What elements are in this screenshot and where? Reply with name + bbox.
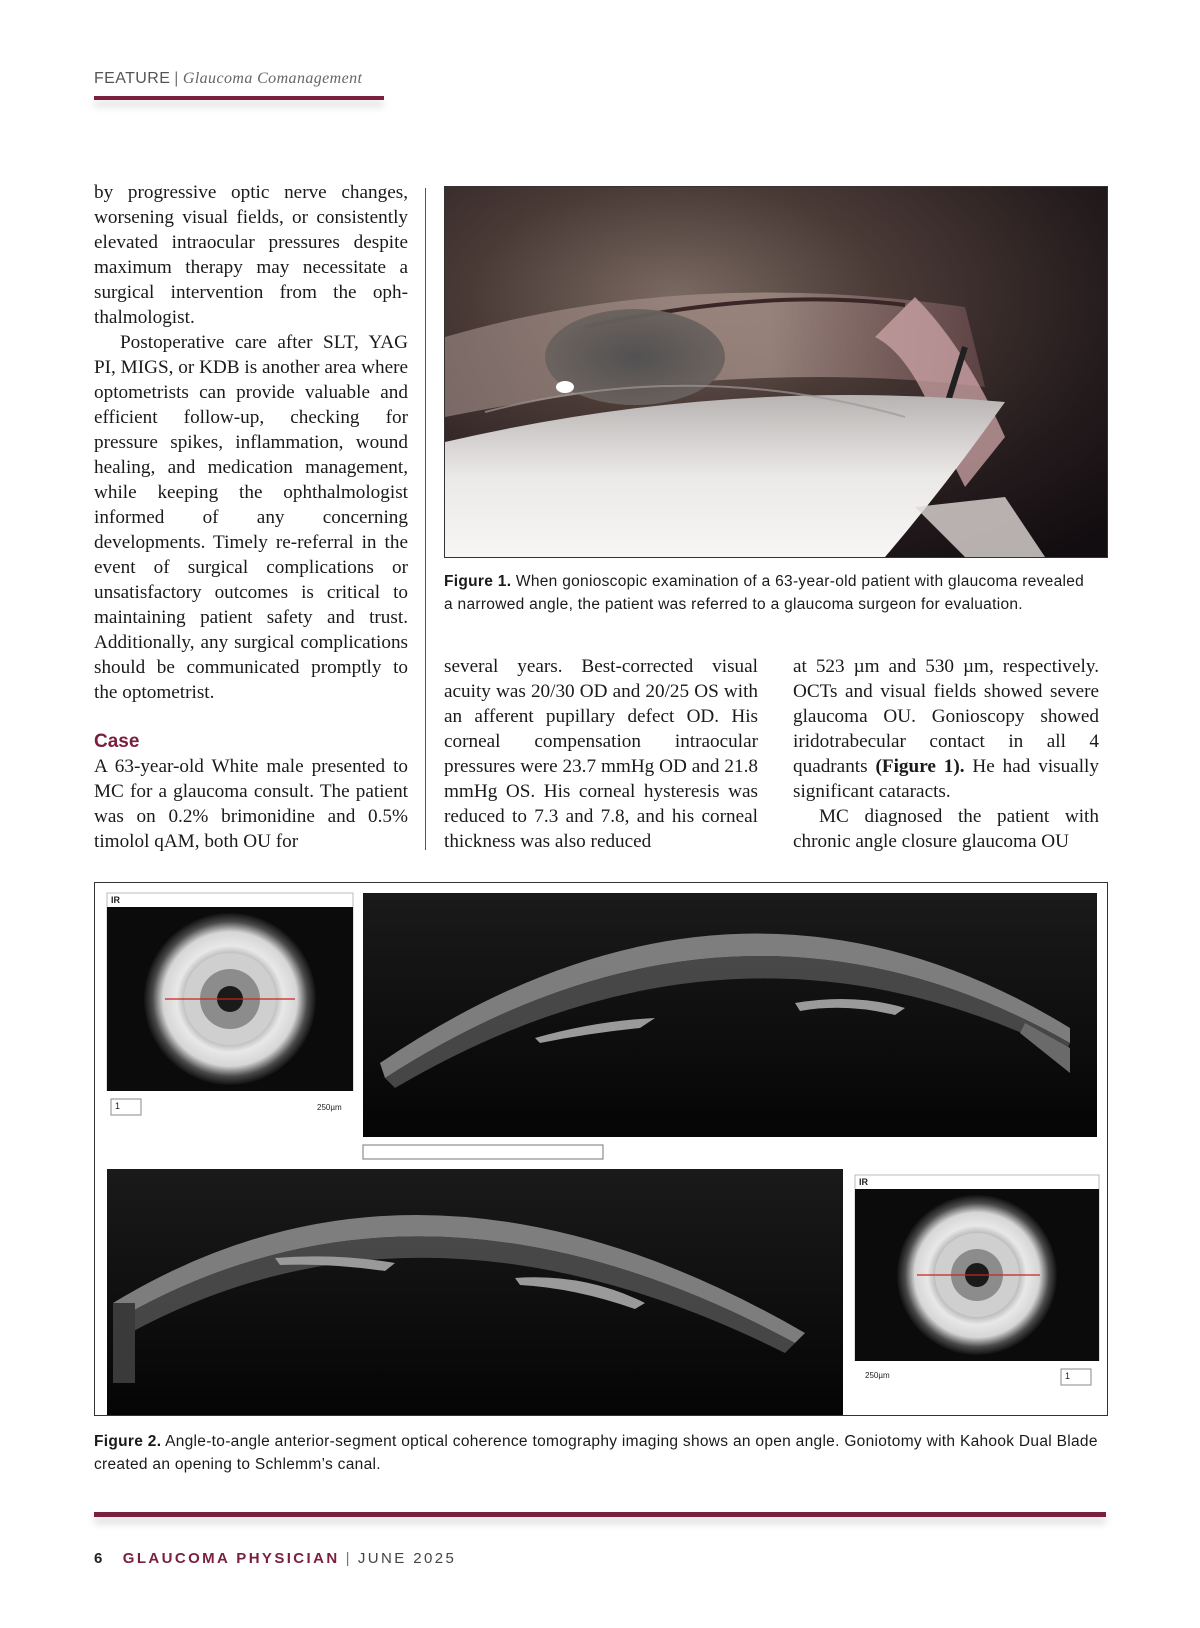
scale-label-bottom: 250µm: [865, 1371, 890, 1380]
figure-2-oct-image: [94, 882, 1108, 1416]
left-paragraph-2: Postoperative care after SLT, YAG PI, MIGS, or KDB is another area where optometrists can provide valuable and efficient follow-up, checking for pressure spikes, inflammation, wound healing, and medication management, while keeping the ophthalmologist informed of any concerning developments. Timely re-referral in the event of surgical complications or unsatisfactory outcomes is critical to maintaining patient safety and trust. Additionally, any surgical complications should be communicated promptly to the optometrist.: [94, 332, 408, 703]
header-separator: |: [174, 70, 179, 87]
figure-1-caption: [444, 570, 1094, 616]
middle-paragraph-1: several years. Best-corrected visual acuity was 20/30 OD and 20/25 OS with an afferent pupillary defect OD. His corneal compensation intraocular pressures were 23.7 mmHg OD and 21.8 mmHg OS. His corneal hysteresis was reduced to 7.3 and 7.8, and his corneal thickness was also reduced: [444, 656, 758, 852]
case-heading: Case: [94, 731, 140, 752]
ir-label-top: IR: [111, 895, 120, 905]
figure-1-reference: (Figure 1).: [875, 756, 965, 777]
figure-2-caption: [94, 1430, 1106, 1476]
running-header: [94, 70, 362, 88]
footer-separator: |: [345, 1550, 352, 1567]
spinner-top-value: 1: [115, 1101, 121, 1111]
header-section: FEATURE: [94, 70, 171, 87]
figure-1-caption-text: When gonioscopic examination of a 63-year-old patient with glaucoma revealed a narrowed angle, the patient was referred to a glaucoma surgeon for evaluation.: [444, 573, 1085, 613]
spinner-bottom-value: 1: [1065, 1371, 1071, 1381]
page-footer: [94, 1550, 456, 1567]
right-paragraph-2: MC diagnosed the patient with chronic angle closure glaucoma OU: [793, 806, 1099, 852]
publication-name: GLAUCOMA PHYSICIAN: [122, 1550, 340, 1567]
left-paragraph-3: A 63-year-old White male presented to MC for a glaucoma consult. The patient was on 0.2% brimonidine and 0.5% timolol qAM, both OU for: [94, 756, 408, 852]
figure-1-gonioscopy-image: [444, 186, 1108, 558]
page-number: 6: [94, 1550, 105, 1567]
left-paragraph-1: by progressive optic nerve changes, worsening visual fields, or consistently elevated intraocular pressures despite maximum therapy may necessitate a surgical intervention from the ophthalmologist.: [94, 182, 408, 328]
ir-label-bottom: IR: [859, 1177, 868, 1187]
figure-2-label: Figure 2.: [94, 1433, 162, 1450]
middle-column: [444, 654, 758, 854]
figure-2-caption-text: Angle-to-angle anterior-segment optical coherence tomography imaging shows an open angle. Goniotomy with Kahook Dual Blade created an opening to Schlemm’s canal.: [94, 1433, 1098, 1473]
issue-date: JUNE 2025: [357, 1550, 457, 1567]
right-column: [793, 654, 1099, 854]
right-paragraph-1: [793, 654, 1099, 804]
left-column: [94, 180, 408, 854]
right-paragraph-1-end: He had visually significant cataracts.: [793, 756, 1099, 802]
figure-1-label: Figure 1.: [444, 573, 512, 590]
header-rule: [94, 96, 384, 100]
right-paragraph-1-text: at 523 µm and 530 µm, respectively. OCTs and visual fields showed severe glaucoma OU. Gonioscopy showed iridotrabecular contact in all 4 quadrants: [793, 656, 1099, 777]
header-topic: Glaucoma Comanagement: [182, 70, 363, 87]
footer-rule: [94, 1512, 1106, 1517]
column-divider: [425, 188, 426, 850]
scale-label-top: 250µm: [317, 1103, 342, 1112]
